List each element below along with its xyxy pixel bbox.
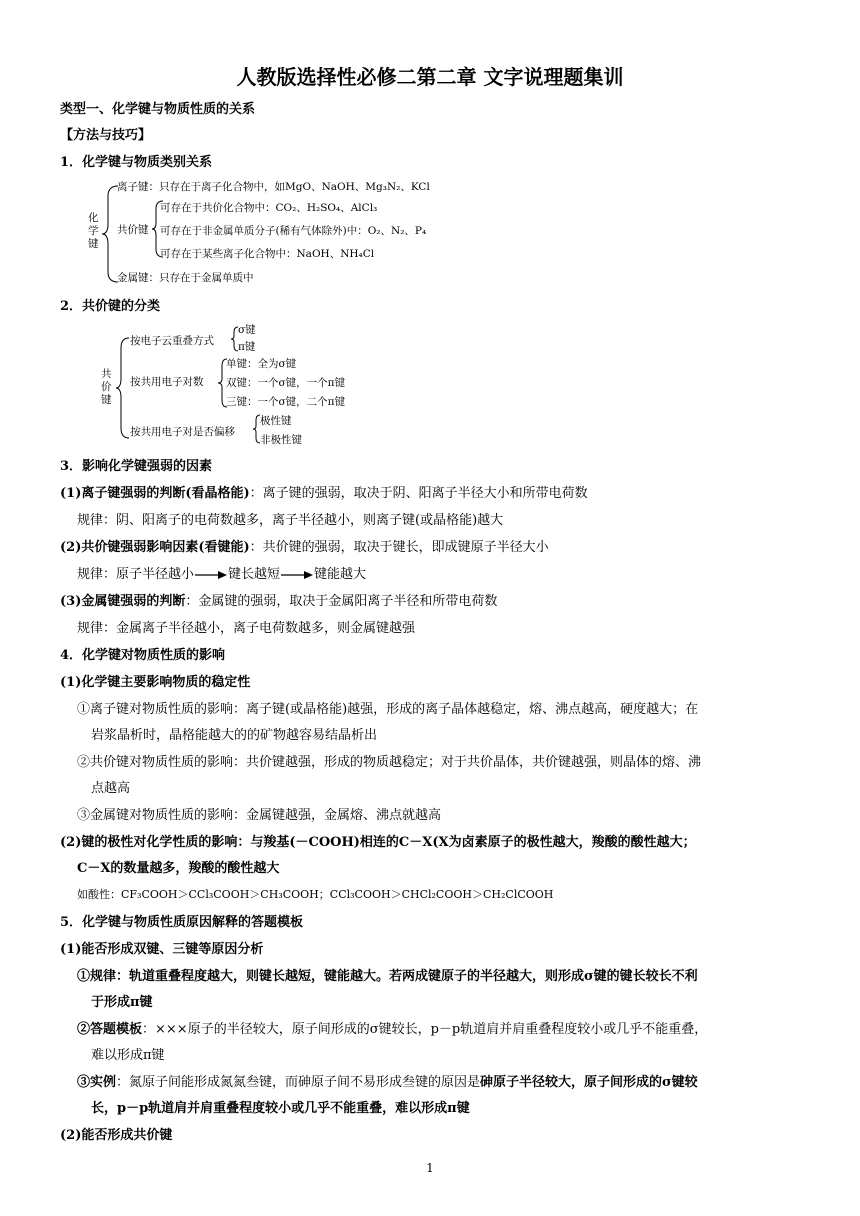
- section-1-heading: 1．化学键与物质类别关系: [60, 155, 213, 170]
- template-text: ：×××原子的半径较大，原子间形成的σ键较长，p－p轨道肩并肩重叠程度较小或几乎不能重叠，: [142, 1022, 708, 1037]
- example-line-2: 长，p－p轨道肩并肩重叠程度较小或几乎不能重叠，难以形成π键: [91, 1101, 470, 1116]
- nonpolar-bond-label: 非极性键: [260, 434, 302, 446]
- template-line-1: [77, 1021, 707, 1039]
- section-2-heading: 2．共价键的分类: [60, 299, 161, 314]
- section-4-heading: 4．化学键对物质性质的影响: [60, 648, 226, 663]
- polar-bond-label: 极性键: [260, 415, 292, 427]
- ionic-bond-text: 离子键：只存在于离子化合物中，如MgO、NaOH、Mg₃N₂、KCl: [117, 181, 430, 193]
- method-heading: 【方法与技巧】: [60, 128, 152, 143]
- covalent-case-2: 可存在于非金属单质分子(稀有气体除外)中：O₂、N₂、P₄: [160, 225, 427, 237]
- metal-strength-line: [60, 593, 497, 611]
- covalent-effect-line-1: ②共价键对物质性质的影响：共价键越强，形成的物质越稳定；对于共价晶体，共价键越强，则晶体的熔、沸: [77, 755, 702, 770]
- stability-heading: (1)化学键主要影响物质的稳定性: [60, 675, 251, 690]
- page-title: 人教版选择性必修二第二章 文字说理题集训: [236, 65, 624, 89]
- covalent-strength-text: ：共价键的强弱，取决于键长，即成键原子半径大小: [249, 540, 549, 555]
- branch-overlap: 按电子云重叠方式: [130, 335, 214, 347]
- rule-part-b: 键长越短: [228, 567, 281, 582]
- sigma-bond-label: σ键: [238, 324, 256, 336]
- diagram-root-label: 共价键: [101, 368, 112, 406]
- metal-strength-title: (3)金属键强弱的判断: [60, 594, 186, 609]
- page-number: 1: [426, 1161, 434, 1175]
- ionic-effect-line-2: 岩浆晶析时，晶格能越大的的矿物越容易结晶析出: [91, 728, 378, 743]
- double-bond-text: 双键：一个σ键，一个π键: [226, 377, 346, 389]
- type-heading: 类型一、化学键与物质性质的关系: [60, 102, 256, 117]
- example-line-1: [77, 1074, 698, 1092]
- rule-part-c: 键能越大: [314, 567, 367, 582]
- arrow-right-icon: [280, 570, 314, 580]
- rule-line-1: ①规律：轨道重叠程度越大，则键长越短，键能越大。若两成键原子的半径越大，则形成σ键的键长较长不利: [77, 969, 698, 984]
- ionic-rule: 规律：阴、阳离子的电荷数越多，离子半径越小，则离子键(或晶格能)越大: [77, 513, 504, 528]
- metal-effect-line: ③金属键对物质性质的影响：金属键越强，金属熔、沸点就越高: [77, 808, 442, 823]
- template-line-2: 难以形成π键: [91, 1048, 165, 1063]
- metallic-bond-text: 金属键：只存在于金属单质中: [117, 272, 254, 284]
- template-title: ②答题模板: [77, 1022, 143, 1037]
- acidity-example: 如酸性：CF₃COOH＞CCl₃COOH＞CH₃COOH；CCl₃COOH＞CHCl₂COOH＞CH₂ClCOOH: [77, 888, 554, 901]
- rule-part-a: 规律：原子半径越小: [77, 567, 195, 582]
- branch-pair-count: 按共用电子对数: [130, 376, 204, 388]
- covalent-effect-line-2: 点越高: [91, 781, 131, 796]
- triple-bond-text: 三键：一个σ键，二个π键: [226, 396, 346, 408]
- section-3-heading: 3．影响化学键强弱的因素: [60, 459, 213, 474]
- multiple-bond-heading: (1)能否形成双键、三键等原因分析: [60, 942, 264, 957]
- branch-polarity: 按共用电子对是否偏移: [130, 426, 235, 438]
- polarity-effect-line-1: (2)键的极性对化学性质的影响：与羧基(－COOH)相连的C－X(X为卤素原子的极性越大，羧酸的酸性越大；: [60, 835, 696, 850]
- covalent-case-3: 可存在于某些离子化合物中：NaOH、NH₄Cl: [160, 248, 375, 260]
- section-5-heading: 5．化学键与物质性质原因解释的答题模板: [60, 915, 304, 930]
- metal-strength-text: ：金属键的强弱，取决于金属阳离子半径和所带电荷数: [185, 594, 498, 609]
- ionic-effect-line-1: ①离子键对物质性质的影响：离子键(或晶格能)越强，形成的离子晶体越稳定，熔、沸点越高，硬度越大；在: [77, 702, 699, 717]
- covalent-case-1: 可存在于共价化合物中：CO₂、H₂SO₄、AlCl₃: [160, 202, 378, 214]
- covalent-rule: [77, 566, 366, 584]
- diagram-root-label: 化学键: [88, 212, 99, 250]
- ionic-strength-text: ：离子键的强弱，取决于阴、阳离子半径大小和所带电荷数: [249, 486, 588, 501]
- covalent-strength-title: (2)共价键强弱影响因素(看键能): [60, 540, 250, 555]
- covalent-bond-label: 共价键: [117, 224, 149, 236]
- rule-line-2: 于形成π键: [91, 995, 153, 1010]
- example-title: ③实例: [77, 1075, 117, 1090]
- covalent-formation-heading: (2)能否形成共价键: [60, 1128, 173, 1143]
- arrow-right-icon: [194, 570, 228, 580]
- ionic-strength-title: (1)离子键强弱的判断(看晶格能): [60, 486, 250, 501]
- metal-rule: 规律：金属离子半径越小，离子电荷数越多，则金属键越强: [77, 621, 416, 636]
- example-answer: 砷原子半径较大，原子间形成的σ键较: [480, 1075, 698, 1090]
- ionic-strength-line: [60, 485, 588, 503]
- single-bond-text: 单键：全为σ键: [226, 358, 297, 370]
- covalent-strength-line: [60, 539, 549, 557]
- pi-bond-label: π键: [238, 341, 256, 353]
- polarity-effect-line-2: C－X的数量越多，羧酸的酸性越大: [77, 861, 280, 876]
- example-text: ：氮原子间能形成氮氮叁键，而砷原子间不易形成叁键的原因是: [116, 1075, 481, 1090]
